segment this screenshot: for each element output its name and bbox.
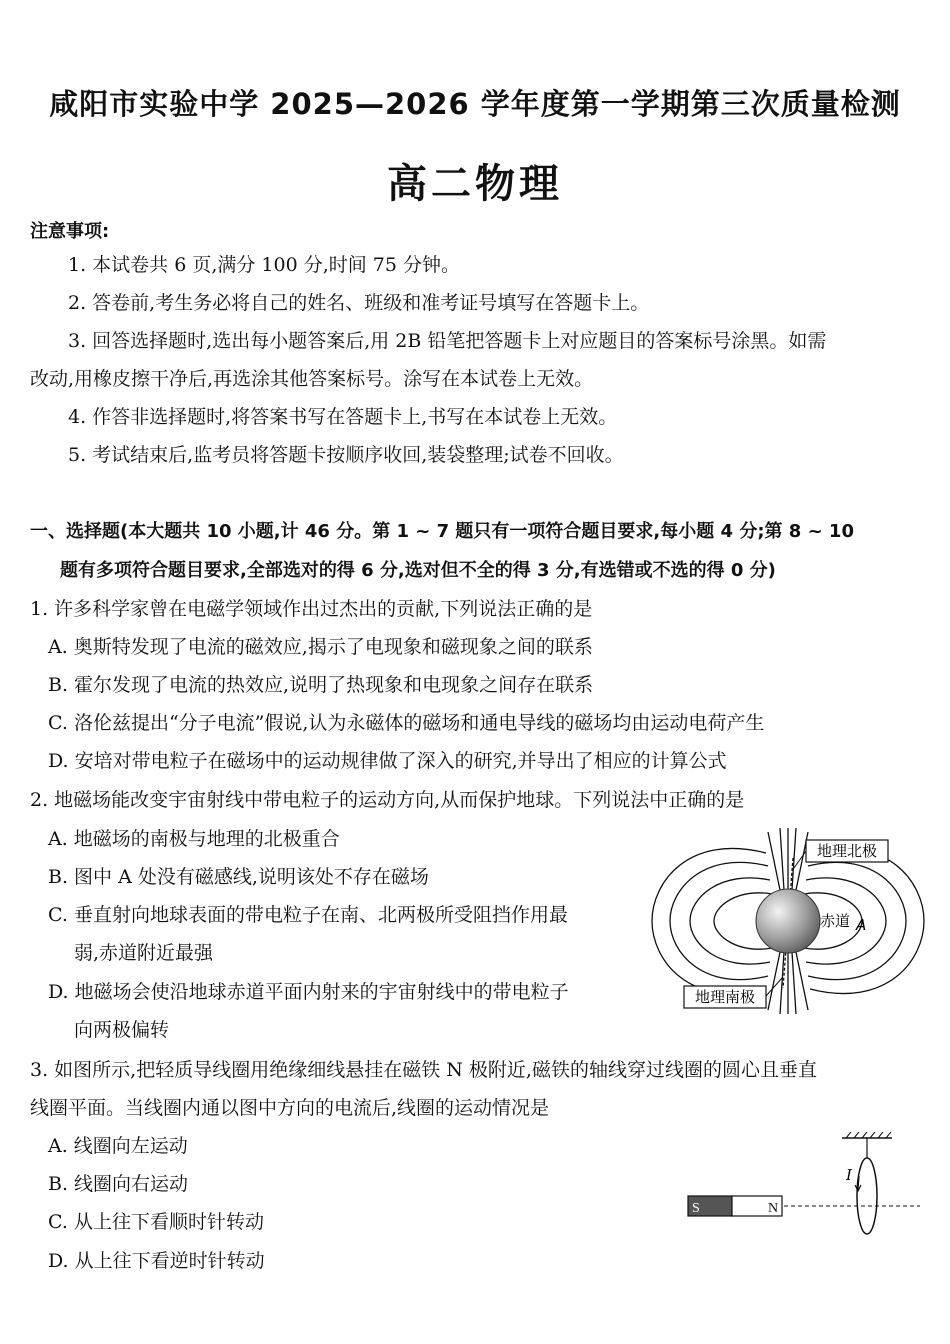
q2-option-d: D. 地磁场会使沿地球赤道平面内射来的宇宙射线中的带电粒子 bbox=[48, 981, 569, 1003]
q1-option-b: B. 霍尔发现了电流的热效应,说明了热现象和电现象之间存在联系 bbox=[48, 674, 594, 696]
notice-item-2: 2. 答卷前,考生务必将自己的姓名、班级和准考证号填写在答题卡上。 bbox=[68, 292, 650, 314]
q2-option-a: A. 地磁场的南极与地理的北极重合 bbox=[48, 828, 340, 850]
q1-option-a: A. 奥斯特发现了电流的磁效应,揭示了电现象和磁现象之间的联系 bbox=[48, 636, 593, 658]
earth-globe bbox=[756, 889, 820, 953]
notice-item-5: 5. 考试结束后,监考员将答题卡按顺序收回,装袋整理;试卷不回收。 bbox=[68, 444, 624, 466]
notice-item-4: 4. 作答非选择题时,将答案书写在答题卡上,书写在本试卷上无效。 bbox=[68, 406, 618, 428]
section-header-line1: 一、选择题(本大题共 10 小题,计 46 分。第 1 ~ 7 题只有一项符合题目要求,每小题 4 分;第 8 ~ 10 bbox=[30, 521, 854, 542]
q2-option-c: C. 垂直射向地球表面的带电粒子在南、北两极所受阻挡作用最 bbox=[48, 904, 568, 926]
section-header-line2: 题有多项符合题目要求,全部选对的得 6 分,选对但不全的得 3 分,有选错或不选的得 0 分) bbox=[60, 560, 776, 581]
exam-title: 咸阳市实验中学 2025—2026 学年度第一学期第三次质量检测 bbox=[49, 87, 901, 121]
q3-option-d: D. 从上往下看逆时针转动 bbox=[48, 1250, 265, 1272]
q3-stem: 3. 如图所示,把轻质导线圈用绝缘细线悬挂在磁铁 N 极附近,磁铁的轴线穿过线圈的圆心且垂直 bbox=[30, 1059, 817, 1081]
q2-stem: 2. 地磁场能改变宇宙射线中带电粒子的运动方向,从而保护地球。下列说法中正确的是 bbox=[30, 789, 745, 811]
subject-title: 高二物理 bbox=[387, 161, 563, 207]
wire-coil bbox=[857, 1158, 877, 1234]
south-pole-label: S bbox=[692, 1201, 700, 1216]
point-a-label: A bbox=[856, 916, 867, 934]
q2-option-c-cont: 弱,赤道附近最强 bbox=[74, 942, 214, 964]
q3-option-c: C. 从上往下看顺时针转动 bbox=[48, 1211, 264, 1233]
notice-heading: 注意事项: bbox=[30, 221, 110, 242]
q3-option-b: B. 线圈向右运动 bbox=[48, 1173, 189, 1195]
q3-stem-cont: 线圈平面。当线圈内通以图中方向的电流后,线圈的运动情况是 bbox=[30, 1097, 550, 1119]
q1-option-d: D. 安培对带电粒子在磁场中的运动规律做了深入的研究,并导出了相应的计算公式 bbox=[48, 750, 727, 772]
current-label: I bbox=[846, 1166, 852, 1184]
equator-label: 赤道 bbox=[820, 912, 851, 930]
q1-option-c: C. 洛伦兹提出“分子电流”假说,认为永磁体的磁场和通电导线的磁场均由运动电荷产生 bbox=[48, 712, 765, 734]
north-pole-label: N bbox=[768, 1201, 779, 1216]
geographic-south-label: 地理南极 bbox=[694, 988, 756, 1006]
geomagnetic-field-figure bbox=[648, 828, 930, 1014]
q2-option-b: B. 图中 A 处没有磁感线,说明该处不存在磁场 bbox=[48, 866, 429, 888]
magnet-coil-figure bbox=[684, 1130, 924, 1240]
q1-stem: 1. 许多科学家曾在电磁学领域作出过杰出的贡献,下列说法正确的是 bbox=[30, 598, 593, 620]
q3-option-a: A. 线圈向左运动 bbox=[48, 1135, 188, 1157]
notice-item-1: 1. 本试卷共 6 页,满分 100 分,时间 75 分钟。 bbox=[68, 254, 461, 276]
notice-item-3-cont: 改动,用橡皮擦干净后,再选涂其他答案标号。涂写在本试卷上无效。 bbox=[30, 368, 594, 390]
notice-item-3: 3. 回答选择题时,选出每小题答案后,用 2B 铅笔把答题卡上对应题目的答案标号涂黑。如需 bbox=[68, 330, 827, 352]
geographic-north-label: 地理北极 bbox=[816, 842, 878, 860]
q2-option-d-cont: 向两极偏转 bbox=[74, 1019, 170, 1041]
